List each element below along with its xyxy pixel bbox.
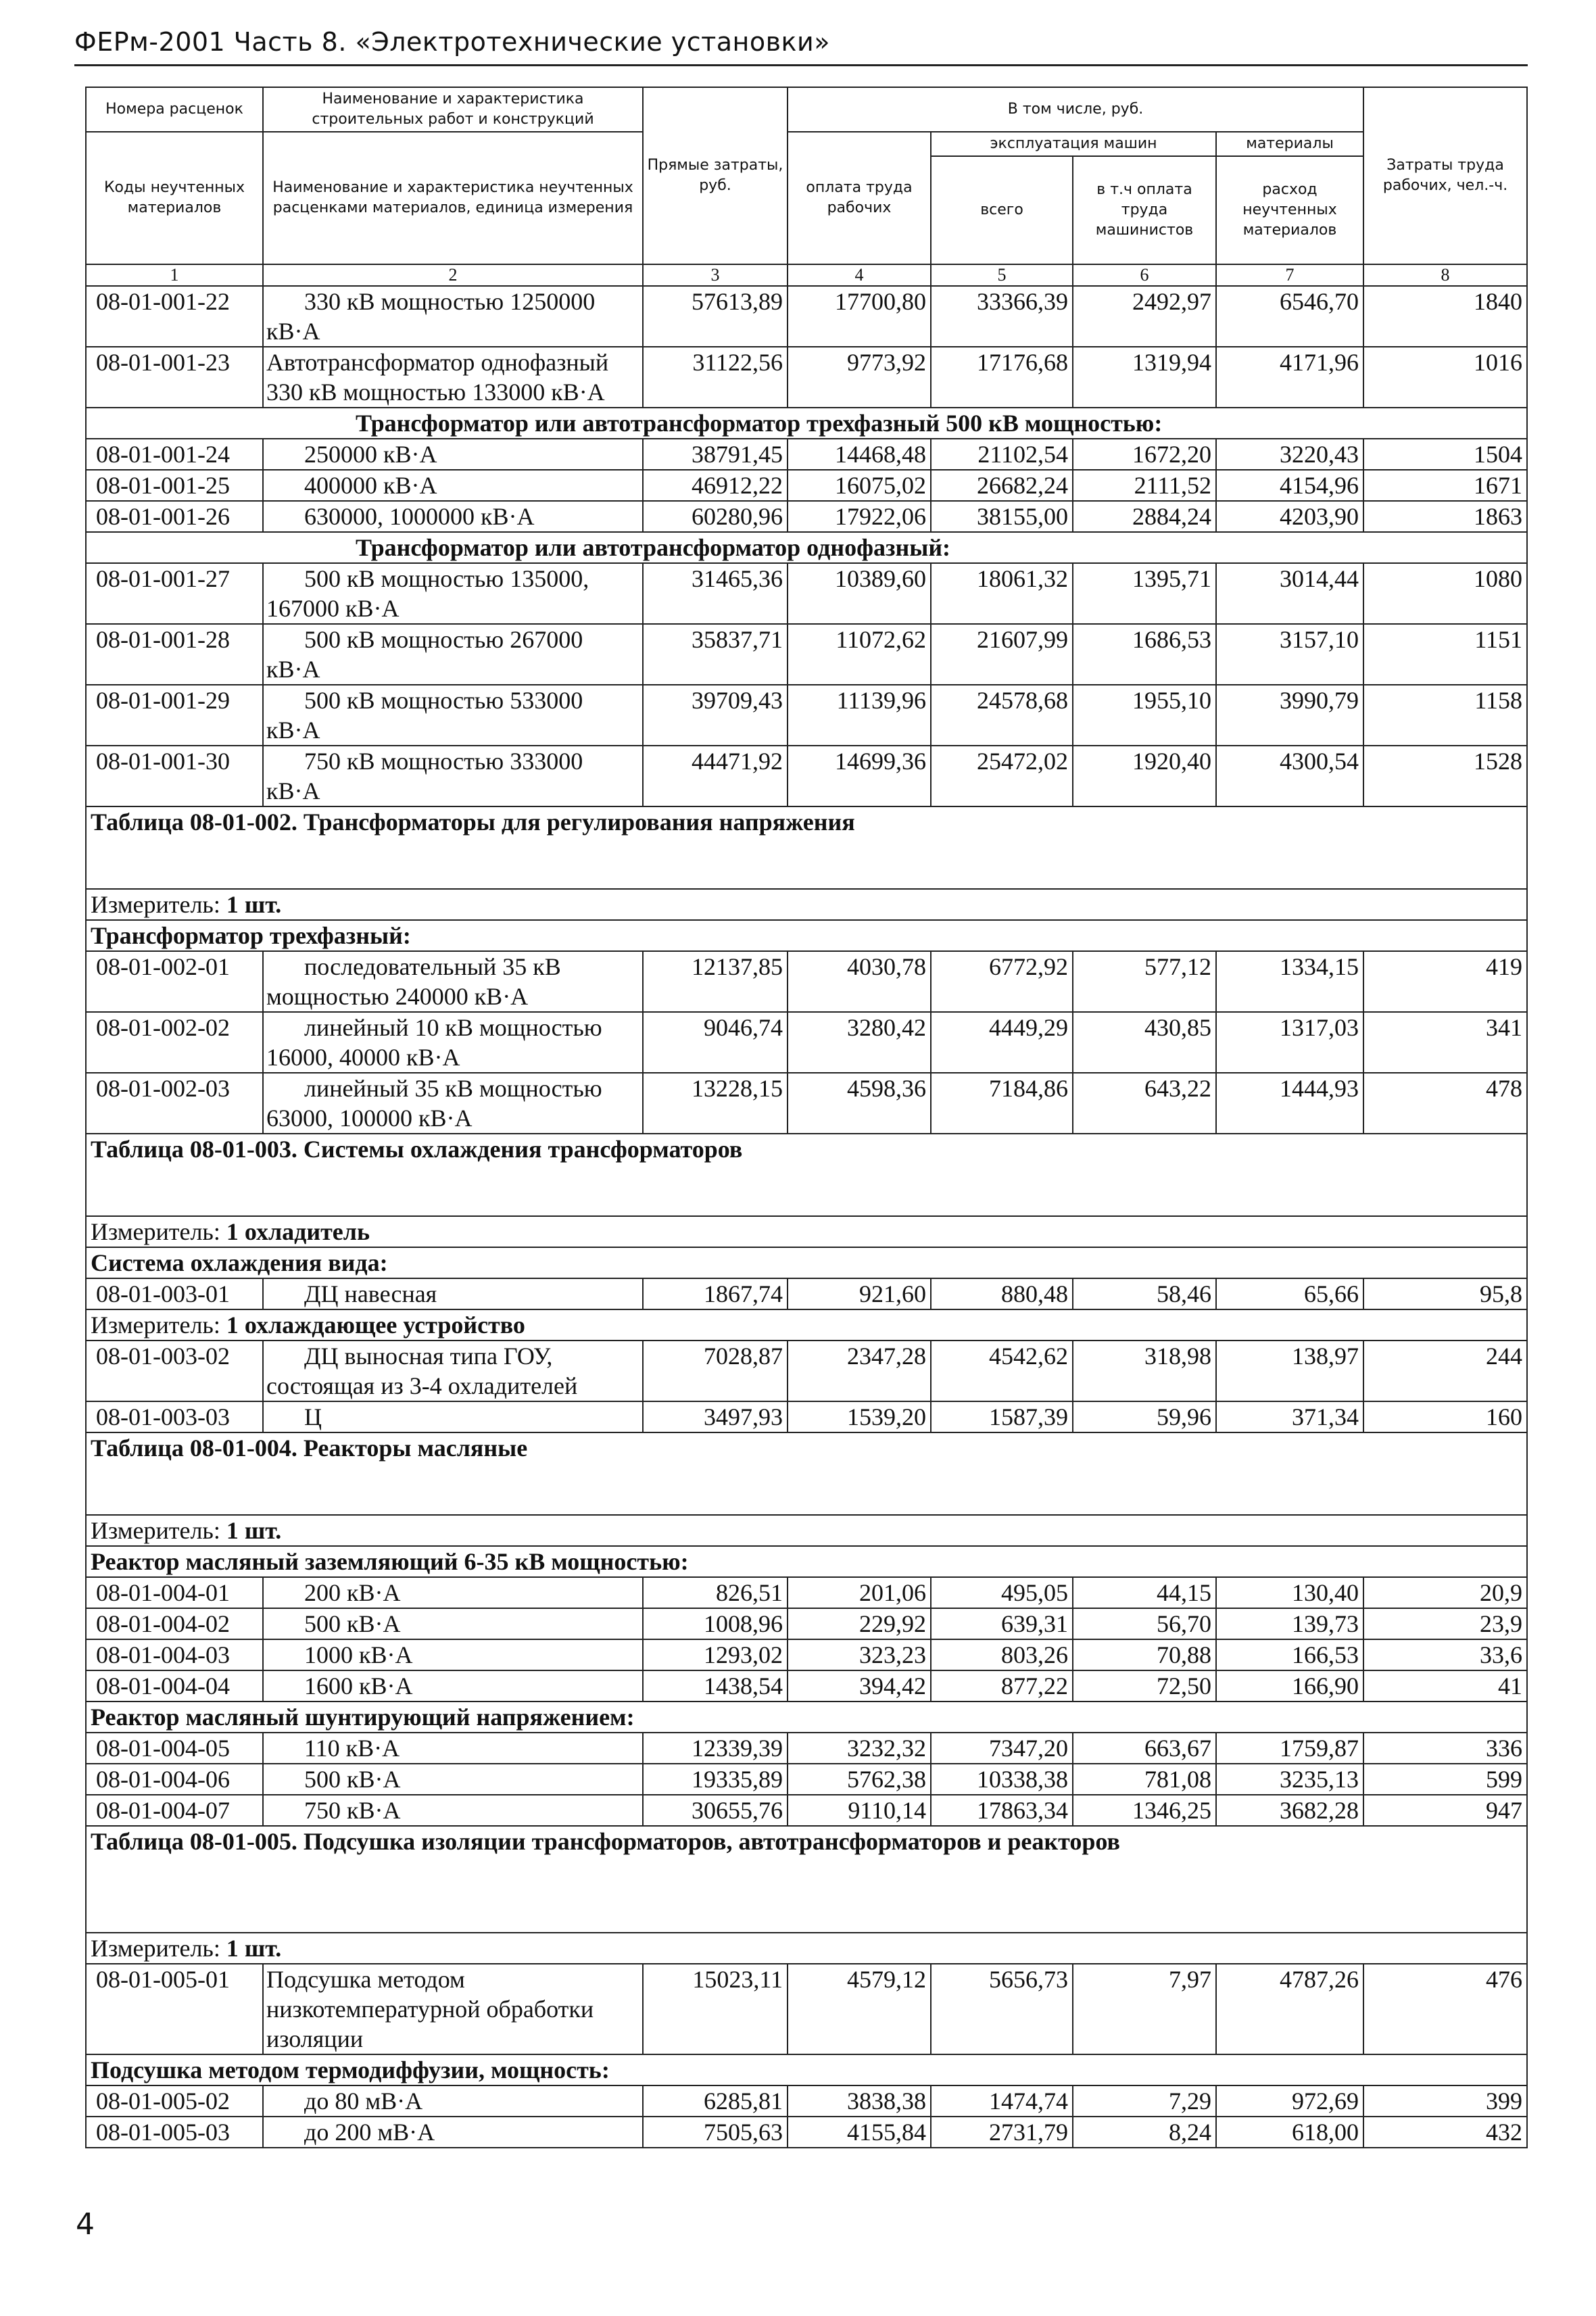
labor-pay: 11139,96: [788, 685, 931, 746]
labor-pay: 3838,38: [788, 2085, 931, 2117]
rate-name: 250000 кВ·А: [263, 439, 643, 470]
machinist-pay: 72,50: [1073, 1670, 1216, 1702]
meter: Измеритель: 1 шт.: [86, 1933, 1527, 1964]
direct-costs: 30655,76: [643, 1795, 788, 1826]
labor-hours: 41: [1363, 1670, 1527, 1702]
rate-name: 400000 кВ·А: [263, 470, 643, 501]
table-row: [86, 1795, 1527, 1826]
rate-code: 08-01-001-23: [86, 347, 263, 408]
table-row: [86, 1278, 1527, 1309]
labor-pay: 323,23: [788, 1639, 931, 1670]
machines-total: 17176,68: [931, 347, 1073, 408]
labor-hours: 1151: [1363, 624, 1527, 685]
group-title: Трансформатор трехфазный:: [86, 920, 1527, 951]
labor-hours: 1158: [1363, 685, 1527, 746]
machines-total: 26682,24: [931, 470, 1073, 501]
rate-name: Ц: [263, 1401, 643, 1432]
labor-hours: 419: [1363, 951, 1527, 1012]
direct-costs: 60280,96: [643, 501, 788, 532]
rate-code: 08-01-001-29: [86, 685, 263, 746]
machines-total: 880,48: [931, 1278, 1073, 1309]
table-row: [86, 1577, 1527, 1608]
rate-name: до 80 мВ·А: [263, 2085, 643, 2117]
labor-hours: 947: [1363, 1795, 1527, 1826]
rate-name: линейный 10 кВ мощностью 16000, 40000 кВ·А: [263, 1012, 643, 1073]
machinist-pay: 781,08: [1073, 1764, 1216, 1795]
rate-name: 200 кВ·А: [263, 1577, 643, 1608]
group-title: Подсушка методом термодиффузии, мощность:: [86, 2054, 1527, 2085]
machines-total: 877,22: [931, 1670, 1073, 1702]
labor-hours: 23,9: [1363, 1608, 1527, 1639]
table-caption-row: [86, 1826, 1527, 1933]
machinist-pay: 8,24: [1073, 2117, 1216, 2148]
table-row: [86, 563, 1527, 624]
materials: 3014,44: [1216, 563, 1363, 624]
rate-code: 08-01-002-01: [86, 951, 263, 1012]
machines-total: 495,05: [931, 1577, 1073, 1608]
group-title: Трансформатор или автотрансформатор однофазный:: [86, 532, 1527, 563]
labor-hours: 33,6: [1363, 1639, 1527, 1670]
rate-name: 1000 кВ·А: [263, 1639, 643, 1670]
group-row: [86, 1546, 1527, 1577]
materials: 4300,54: [1216, 746, 1363, 806]
machines-total: 7184,86: [931, 1073, 1073, 1134]
materials: 130,40: [1216, 1577, 1363, 1608]
table-row: [86, 2085, 1527, 2117]
materials: 3220,43: [1216, 439, 1363, 470]
direct-costs: 46912,22: [643, 470, 788, 501]
labor-pay: 9110,14: [788, 1795, 931, 1826]
rate-name: Автотрансформатор однофазный 330 кВ мощностью 133000 кВ·А: [263, 347, 643, 408]
header-rule: [74, 64, 1528, 66]
rate-code: 08-01-001-25: [86, 470, 263, 501]
rate-code: 08-01-004-06: [86, 1764, 263, 1795]
labor-pay: 9773,92: [788, 347, 931, 408]
table-row: [86, 746, 1527, 806]
labor-pay: 921,60: [788, 1278, 931, 1309]
materials: 166,90: [1216, 1670, 1363, 1702]
machines-total: 18061,32: [931, 563, 1073, 624]
machines-total: 639,31: [931, 1608, 1073, 1639]
labor-pay: 3232,32: [788, 1733, 931, 1764]
labor-hours: 20,9: [1363, 1577, 1527, 1608]
table-row: [86, 951, 1527, 1012]
direct-costs: 39709,43: [643, 685, 788, 746]
machinist-pay: 1395,71: [1073, 563, 1216, 624]
labor-hours: 1016: [1363, 347, 1527, 408]
page-header: ФЕРм-2001 Часть 8. «Электротехнические установки»: [74, 27, 830, 57]
materials: 4154,96: [1216, 470, 1363, 501]
machines-total: 7347,20: [931, 1733, 1073, 1764]
rate-name: 500 кВ·А: [263, 1608, 643, 1639]
machinist-pay: 1672,20: [1073, 439, 1216, 470]
rate-code: 08-01-002-03: [86, 1073, 263, 1134]
col-number: 2: [263, 264, 643, 286]
rate-name: до 200 мВ·А: [263, 2117, 643, 2148]
table-row: [86, 470, 1527, 501]
machines-total: 21607,99: [931, 624, 1073, 685]
direct-costs: 57613,89: [643, 286, 788, 347]
materials: 139,73: [1216, 1608, 1363, 1639]
hdr-machines-total: всего: [931, 156, 1073, 264]
labor-hours: 476: [1363, 1964, 1527, 2054]
labor-hours: 1840: [1363, 286, 1527, 347]
materials: 1317,03: [1216, 1012, 1363, 1073]
materials: 371,34: [1216, 1401, 1363, 1432]
table-caption-row: [86, 806, 1527, 889]
labor-pay: 4030,78: [788, 951, 931, 1012]
group-row: [86, 2054, 1527, 2085]
table-row: [86, 1073, 1527, 1134]
rate-name: 500 кВ мощностью 533000 кВ·А: [263, 685, 643, 746]
hdr-material-consumption: расход неучтенных материалов: [1216, 156, 1363, 264]
table-row: [86, 624, 1527, 685]
rate-code: 08-01-005-03: [86, 2117, 263, 2148]
page-number: 4: [76, 2207, 95, 2242]
machines-total: 4449,29: [931, 1012, 1073, 1073]
table-row: [86, 1341, 1527, 1401]
rate-code: 08-01-001-26: [86, 501, 263, 532]
materials: 6546,70: [1216, 286, 1363, 347]
labor-hours: 1671: [1363, 470, 1527, 501]
labor-pay: 16075,02: [788, 470, 931, 501]
meter: Измеритель: 1 шт.: [86, 1515, 1527, 1546]
rate-name: последовательный 35 кВ мощностью 240000 кВ·А: [263, 951, 643, 1012]
direct-costs: 6285,81: [643, 2085, 788, 2117]
table-row: [86, 1670, 1527, 1702]
col-number: 6: [1073, 264, 1216, 286]
machines-total: 10338,38: [931, 1764, 1073, 1795]
machines-total: 24578,68: [931, 685, 1073, 746]
table-row: [86, 1639, 1527, 1670]
labor-hours: 336: [1363, 1733, 1527, 1764]
hdr-machinist-pay: в т.ч оплата труда машинистов: [1073, 156, 1216, 264]
hdr-materials: материалы: [1216, 132, 1363, 156]
group-row: [86, 532, 1527, 563]
labor-hours: 1528: [1363, 746, 1527, 806]
machinist-pay: 1955,10: [1073, 685, 1216, 746]
table-row: [86, 1012, 1527, 1073]
labor-pay: 14699,36: [788, 746, 931, 806]
rate-code: 08-01-004-04: [86, 1670, 263, 1702]
rate-code: 08-01-001-30: [86, 746, 263, 806]
direct-costs: 44471,92: [643, 746, 788, 806]
machines-total: 2731,79: [931, 2117, 1073, 2148]
labor-pay: 17922,06: [788, 501, 931, 532]
group-row: [86, 920, 1527, 951]
group-title: Реактор масляный шунтирующий напряжением:: [86, 1702, 1527, 1733]
labor-pay: 4155,84: [788, 2117, 931, 2148]
table-caption: Таблица 08-01-004. Реакторы масляные: [86, 1432, 1527, 1515]
materials: 4203,90: [1216, 501, 1363, 532]
labor-pay: 229,92: [788, 1608, 931, 1639]
labor-pay: 14468,48: [788, 439, 931, 470]
machinist-pay: 1920,40: [1073, 746, 1216, 806]
direct-costs: 3497,93: [643, 1401, 788, 1432]
direct-costs: 12339,39: [643, 1733, 788, 1764]
rate-name: Подсушка методом низкотемпературной обработки изоляции: [263, 1964, 643, 2054]
rate-code: 08-01-003-02: [86, 1341, 263, 1401]
machines-total: 21102,54: [931, 439, 1073, 470]
rate-name: 630000, 1000000 кВ·А: [263, 501, 643, 532]
direct-costs: 31465,36: [643, 563, 788, 624]
labor-pay: 4579,12: [788, 1964, 931, 2054]
rate-code: 08-01-003-03: [86, 1401, 263, 1432]
machinist-pay: 1686,53: [1073, 624, 1216, 685]
machinist-pay: 1319,94: [1073, 347, 1216, 408]
meter: Измеритель: 1 шт.: [86, 889, 1527, 920]
rate-code: 08-01-001-24: [86, 439, 263, 470]
direct-costs: 1293,02: [643, 1639, 788, 1670]
materials: 3157,10: [1216, 624, 1363, 685]
direct-costs: 826,51: [643, 1577, 788, 1608]
hdr-material-name: Наименование и характеристика неучтенных расценками материалов, единица измерения: [263, 132, 643, 264]
machinist-pay: 643,22: [1073, 1073, 1216, 1134]
labor-hours: 1504: [1363, 439, 1527, 470]
hdr-including: В том числе, руб.: [788, 87, 1363, 132]
direct-costs: 1867,74: [643, 1278, 788, 1309]
rate-name: 750 кВ·А: [263, 1795, 643, 1826]
materials: 166,53: [1216, 1639, 1363, 1670]
rate-name: линейный 35 кВ мощностью 63000, 100000 кВ·А: [263, 1073, 643, 1134]
machinist-pay: 2111,52: [1073, 470, 1216, 501]
table-caption-row: [86, 1432, 1527, 1515]
group-row: [86, 1247, 1527, 1278]
materials: 1444,93: [1216, 1073, 1363, 1134]
labor-hours: 160: [1363, 1401, 1527, 1432]
rate-name: 500 кВ мощностью 267000 кВ·А: [263, 624, 643, 685]
rate-code: 08-01-004-02: [86, 1608, 263, 1639]
materials: 4171,96: [1216, 347, 1363, 408]
group-row: [86, 1702, 1527, 1733]
direct-costs: 7028,87: [643, 1341, 788, 1401]
rate-code: 08-01-004-05: [86, 1733, 263, 1764]
machines-total: 1474,74: [931, 2085, 1073, 2117]
labor-pay: 1539,20: [788, 1401, 931, 1432]
group-row: [86, 408, 1527, 439]
labor-pay: 4598,36: [788, 1073, 931, 1134]
rate-name: ДЦ выносная типа ГОУ, состоящая из 3-4 охладителей: [263, 1341, 643, 1401]
machinist-pay: 577,12: [1073, 951, 1216, 1012]
direct-costs: 7505,63: [643, 2117, 788, 2148]
machinist-pay: 2884,24: [1073, 501, 1216, 532]
machines-total: 6772,92: [931, 951, 1073, 1012]
rates-table: [85, 87, 1528, 2148]
hdr-labor-pay: оплата труда рабочих: [788, 132, 931, 264]
labor-pay: 2347,28: [788, 1341, 931, 1401]
col-number: 8: [1363, 264, 1527, 286]
meter-row: [86, 1933, 1527, 1964]
labor-hours: 1080: [1363, 563, 1527, 624]
table-caption: Таблица 08-01-005. Подсушка изоляции трансформаторов, автотрансформаторов и реакторов: [86, 1826, 1527, 1933]
labor-pay: 394,42: [788, 1670, 931, 1702]
rate-code: 08-01-003-01: [86, 1278, 263, 1309]
direct-costs: 13228,15: [643, 1073, 788, 1134]
materials: 4787,26: [1216, 1964, 1363, 2054]
group-title: Трансформатор или автотрансформатор трехфазный 500 кВ мощностью:: [86, 408, 1527, 439]
materials: 65,66: [1216, 1278, 1363, 1309]
machines-total: 803,26: [931, 1639, 1073, 1670]
table-row: [86, 501, 1527, 532]
machinist-pay: 1346,25: [1073, 1795, 1216, 1826]
machinist-pay: 663,67: [1073, 1733, 1216, 1764]
direct-costs: 15023,11: [643, 1964, 788, 2054]
rate-code: 08-01-004-03: [86, 1639, 263, 1670]
direct-costs: 1008,96: [643, 1608, 788, 1639]
materials: 138,97: [1216, 1341, 1363, 1401]
table-caption-row: [86, 1134, 1527, 1216]
table-row: [86, 286, 1527, 347]
col-number: 7: [1216, 264, 1363, 286]
labor-pay: 17700,80: [788, 286, 931, 347]
machinist-pay: 58,46: [1073, 1278, 1216, 1309]
hdr-unaccounted-codes: Коды неучтенных материалов: [86, 132, 263, 264]
table-row: [86, 2117, 1527, 2148]
rate-name: 1600 кВ·А: [263, 1670, 643, 1702]
col-number: 4: [788, 264, 931, 286]
table-row: [86, 1964, 1527, 2054]
machines-total: 1587,39: [931, 1401, 1073, 1432]
rate-name: 110 кВ·А: [263, 1733, 643, 1764]
rate-code: 08-01-001-27: [86, 563, 263, 624]
table-row: [86, 685, 1527, 746]
materials: 618,00: [1216, 2117, 1363, 2148]
materials: 1759,87: [1216, 1733, 1363, 1764]
labor-pay: 201,06: [788, 1577, 931, 1608]
meter-row: [86, 889, 1527, 920]
rate-code: 08-01-001-22: [86, 286, 263, 347]
machines-total: 33366,39: [931, 286, 1073, 347]
labor-hours: 478: [1363, 1073, 1527, 1134]
hdr-machine-operation: эксплуатация машин: [931, 132, 1216, 156]
rate-code: 08-01-002-02: [86, 1012, 263, 1073]
meter-row: [86, 1216, 1527, 1247]
table-row: [86, 347, 1527, 408]
materials: 3235,13: [1216, 1764, 1363, 1795]
machinist-pay: 7,97: [1073, 1964, 1216, 2054]
materials: 3990,79: [1216, 685, 1363, 746]
table-row: [86, 1733, 1527, 1764]
rate-name: 330 кВ мощностью 1250000 кВ·А: [263, 286, 643, 347]
table-row: [86, 1401, 1527, 1432]
rate-code: 08-01-005-01: [86, 1964, 263, 2054]
table-caption: Таблица 08-01-003. Системы охлаждения трансформаторов: [86, 1134, 1527, 1216]
rate-code: 08-01-005-02: [86, 2085, 263, 2117]
machinist-pay: 7,29: [1073, 2085, 1216, 2117]
meter-row: [86, 1309, 1527, 1341]
rate-name: 500 кВ мощностью 135000, 167000 кВ·А: [263, 563, 643, 624]
direct-costs: 31122,56: [643, 347, 788, 408]
table-row: [86, 1608, 1527, 1639]
machines-total: 17863,34: [931, 1795, 1073, 1826]
labor-hours: 1863: [1363, 501, 1527, 532]
hdr-direct-costs: Прямые затраты, руб.: [643, 87, 788, 264]
machines-total: 25472,02: [931, 746, 1073, 806]
col-number: 5: [931, 264, 1073, 286]
table-row: [86, 439, 1527, 470]
materials: 1334,15: [1216, 951, 1363, 1012]
machines-total: 4542,62: [931, 1341, 1073, 1401]
col-number: 1: [86, 264, 263, 286]
labor-pay: 10389,60: [788, 563, 931, 624]
group-title: Система охлаждения вида:: [86, 1247, 1527, 1278]
labor-hours: 95,8: [1363, 1278, 1527, 1309]
machines-total: 38155,00: [931, 501, 1073, 532]
labor-hours: 399: [1363, 2085, 1527, 2117]
machinist-pay: 56,70: [1073, 1608, 1216, 1639]
machinist-pay: 70,88: [1073, 1639, 1216, 1670]
labor-hours: 599: [1363, 1764, 1527, 1795]
labor-pay: 5762,38: [788, 1764, 931, 1795]
direct-costs: 35837,71: [643, 624, 788, 685]
machinist-pay: 59,96: [1073, 1401, 1216, 1432]
table-row: [86, 1764, 1527, 1795]
direct-costs: 1438,54: [643, 1670, 788, 1702]
rate-name: 500 кВ·А: [263, 1764, 643, 1795]
labor-hours: 341: [1363, 1012, 1527, 1073]
machinist-pay: 44,15: [1073, 1577, 1216, 1608]
labor-hours: 432: [1363, 2117, 1527, 2148]
machinist-pay: 430,85: [1073, 1012, 1216, 1073]
direct-costs: 19335,89: [643, 1764, 788, 1795]
machines-total: 5656,73: [931, 1964, 1073, 2054]
labor-pay: 3280,42: [788, 1012, 931, 1073]
rate-code: 08-01-004-01: [86, 1577, 263, 1608]
group-title: Реактор масляный заземляющий 6-35 кВ мощностью:: [86, 1546, 1527, 1577]
hdr-labor-costs: Затраты труда рабочих, чел.-ч.: [1363, 87, 1527, 264]
hdr-work-name: Наименование и характеристика строительных работ и конструкций: [263, 87, 643, 132]
rate-name: 750 кВ мощностью 333000 кВ·А: [263, 746, 643, 806]
table-caption: Таблица 08-01-002. Трансформаторы для регулирования напряжения: [86, 806, 1527, 889]
materials: 972,69: [1216, 2085, 1363, 2117]
rate-code: 08-01-004-07: [86, 1795, 263, 1826]
direct-costs: 9046,74: [643, 1012, 788, 1073]
meter-row: [86, 1515, 1527, 1546]
labor-hours: 244: [1363, 1341, 1527, 1401]
rate-code: 08-01-001-28: [86, 624, 263, 685]
machinist-pay: 2492,97: [1073, 286, 1216, 347]
rate-name: ДЦ навесная: [263, 1278, 643, 1309]
meter: Измеритель: 1 охлаждающее устройство: [86, 1309, 1527, 1341]
col-number: 3: [643, 264, 788, 286]
machinist-pay: 318,98: [1073, 1341, 1216, 1401]
meter: Измеритель: 1 охладитель: [86, 1216, 1527, 1247]
direct-costs: 38791,45: [643, 439, 788, 470]
materials: 3682,28: [1216, 1795, 1363, 1826]
labor-pay: 11072,62: [788, 624, 931, 685]
hdr-rate-numbers: Номера расценок: [86, 87, 263, 132]
direct-costs: 12137,85: [643, 951, 788, 1012]
